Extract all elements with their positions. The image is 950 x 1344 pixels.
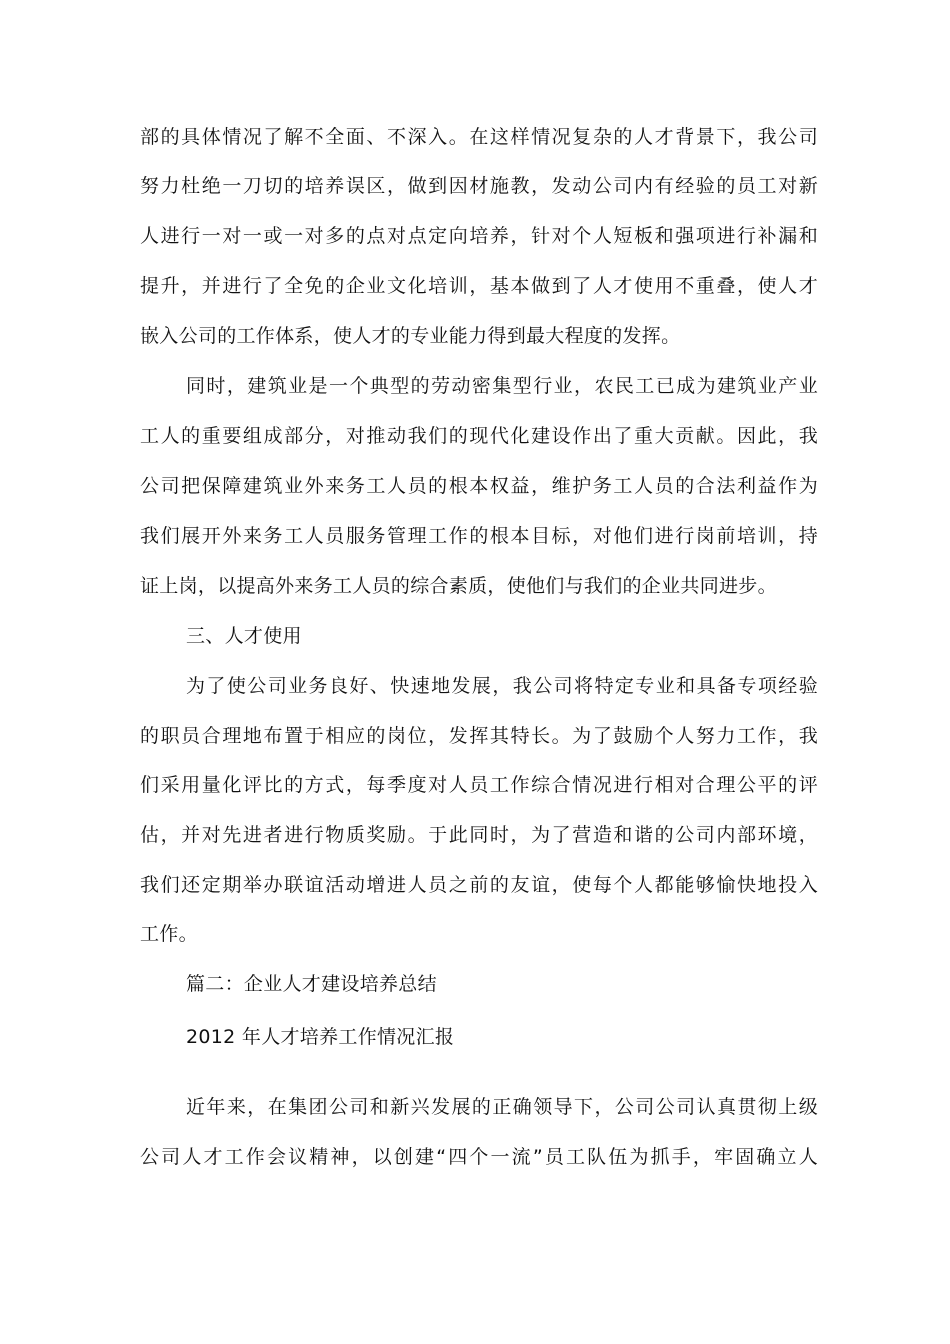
paragraph-1-line-2: 努力杜绝一刀切的培养误区，做到因材施教，发动公司内有经验的员工对新 bbox=[140, 175, 818, 197]
paragraph-2-line-5: 证上岗，以提高外来务工人员的综合素质，使他们与我们的企业共同进步。 bbox=[140, 575, 777, 597]
paragraph-2-line-4: 我们展开外来务工人员服务管理工作的根本目标，对他们进行岗前培训，持 bbox=[140, 525, 818, 547]
paragraph-1-line-1: 部的具体情况了解不全面、不深入。在这样情况复杂的人才背景下，我公司 bbox=[140, 126, 818, 148]
paragraph-1-line-4: 提升，并进行了全免的企业文化培训，基本做到了人才使用不重叠，使人才 bbox=[140, 275, 818, 297]
paragraph-3-line-1: 为了使公司业务良好、快速地发展，我公司将特定专业和具备专项经验 bbox=[186, 675, 818, 697]
paragraph-3-line-6: 工作。 bbox=[140, 923, 198, 945]
paragraph-3-line-3: 们采用量化评比的方式，每季度对人员工作综合情况进行相对合理公平的评 bbox=[140, 774, 818, 796]
paragraph-2-line-3: 公司把保障建筑业外来务工人员的根本权益，维护务工人员的合法利益作为 bbox=[140, 475, 818, 497]
part-two-heading: 篇二：企业人才建设培养总结 bbox=[186, 973, 437, 995]
paragraph-3-line-5: 我们还定期举办联谊活动增进人员之前的友谊，使每个人都能够愉快地投入 bbox=[140, 874, 818, 896]
report-title: 2012 年人才培养工作情况汇报 bbox=[186, 1026, 455, 1048]
paragraph-3-line-4: 估，并对先进者进行物质奖励。于此同时，为了营造和谐的公司内部环境， bbox=[140, 824, 818, 846]
paragraph-4-line-2: 公司人才工作会议精神，以创建“四个一流”员工队伍为抓手，牢固确立人 bbox=[140, 1146, 818, 1168]
section-heading-talent-use: 三、人才使用 bbox=[186, 625, 302, 647]
paragraph-1-line-3: 人进行一对一或一对多的点对点定向培养，针对个人短板和强项进行补漏和 bbox=[140, 225, 818, 247]
paragraph-4-line-1: 近年来，在集团公司和新兴发展的正确领导下，公司公司认真贯彻上级 bbox=[186, 1096, 818, 1118]
paragraph-2-line-2: 工人的重要组成部分，对推动我们的现代化建设作出了重大贡献。因此，我 bbox=[140, 425, 818, 447]
paragraph-3-line-2: 的职员合理地布置于相应的岗位，发挥其特长。为了鼓励个人努力工作，我 bbox=[140, 725, 818, 747]
paragraph-1-line-5: 嵌入公司的工作体系，使人才的专业能力得到最大程度的发挥。 bbox=[140, 325, 681, 347]
paragraph-2-line-1: 同时，建筑业是一个典型的劳动密集型行业，农民工已成为建筑业产业 bbox=[186, 375, 818, 397]
